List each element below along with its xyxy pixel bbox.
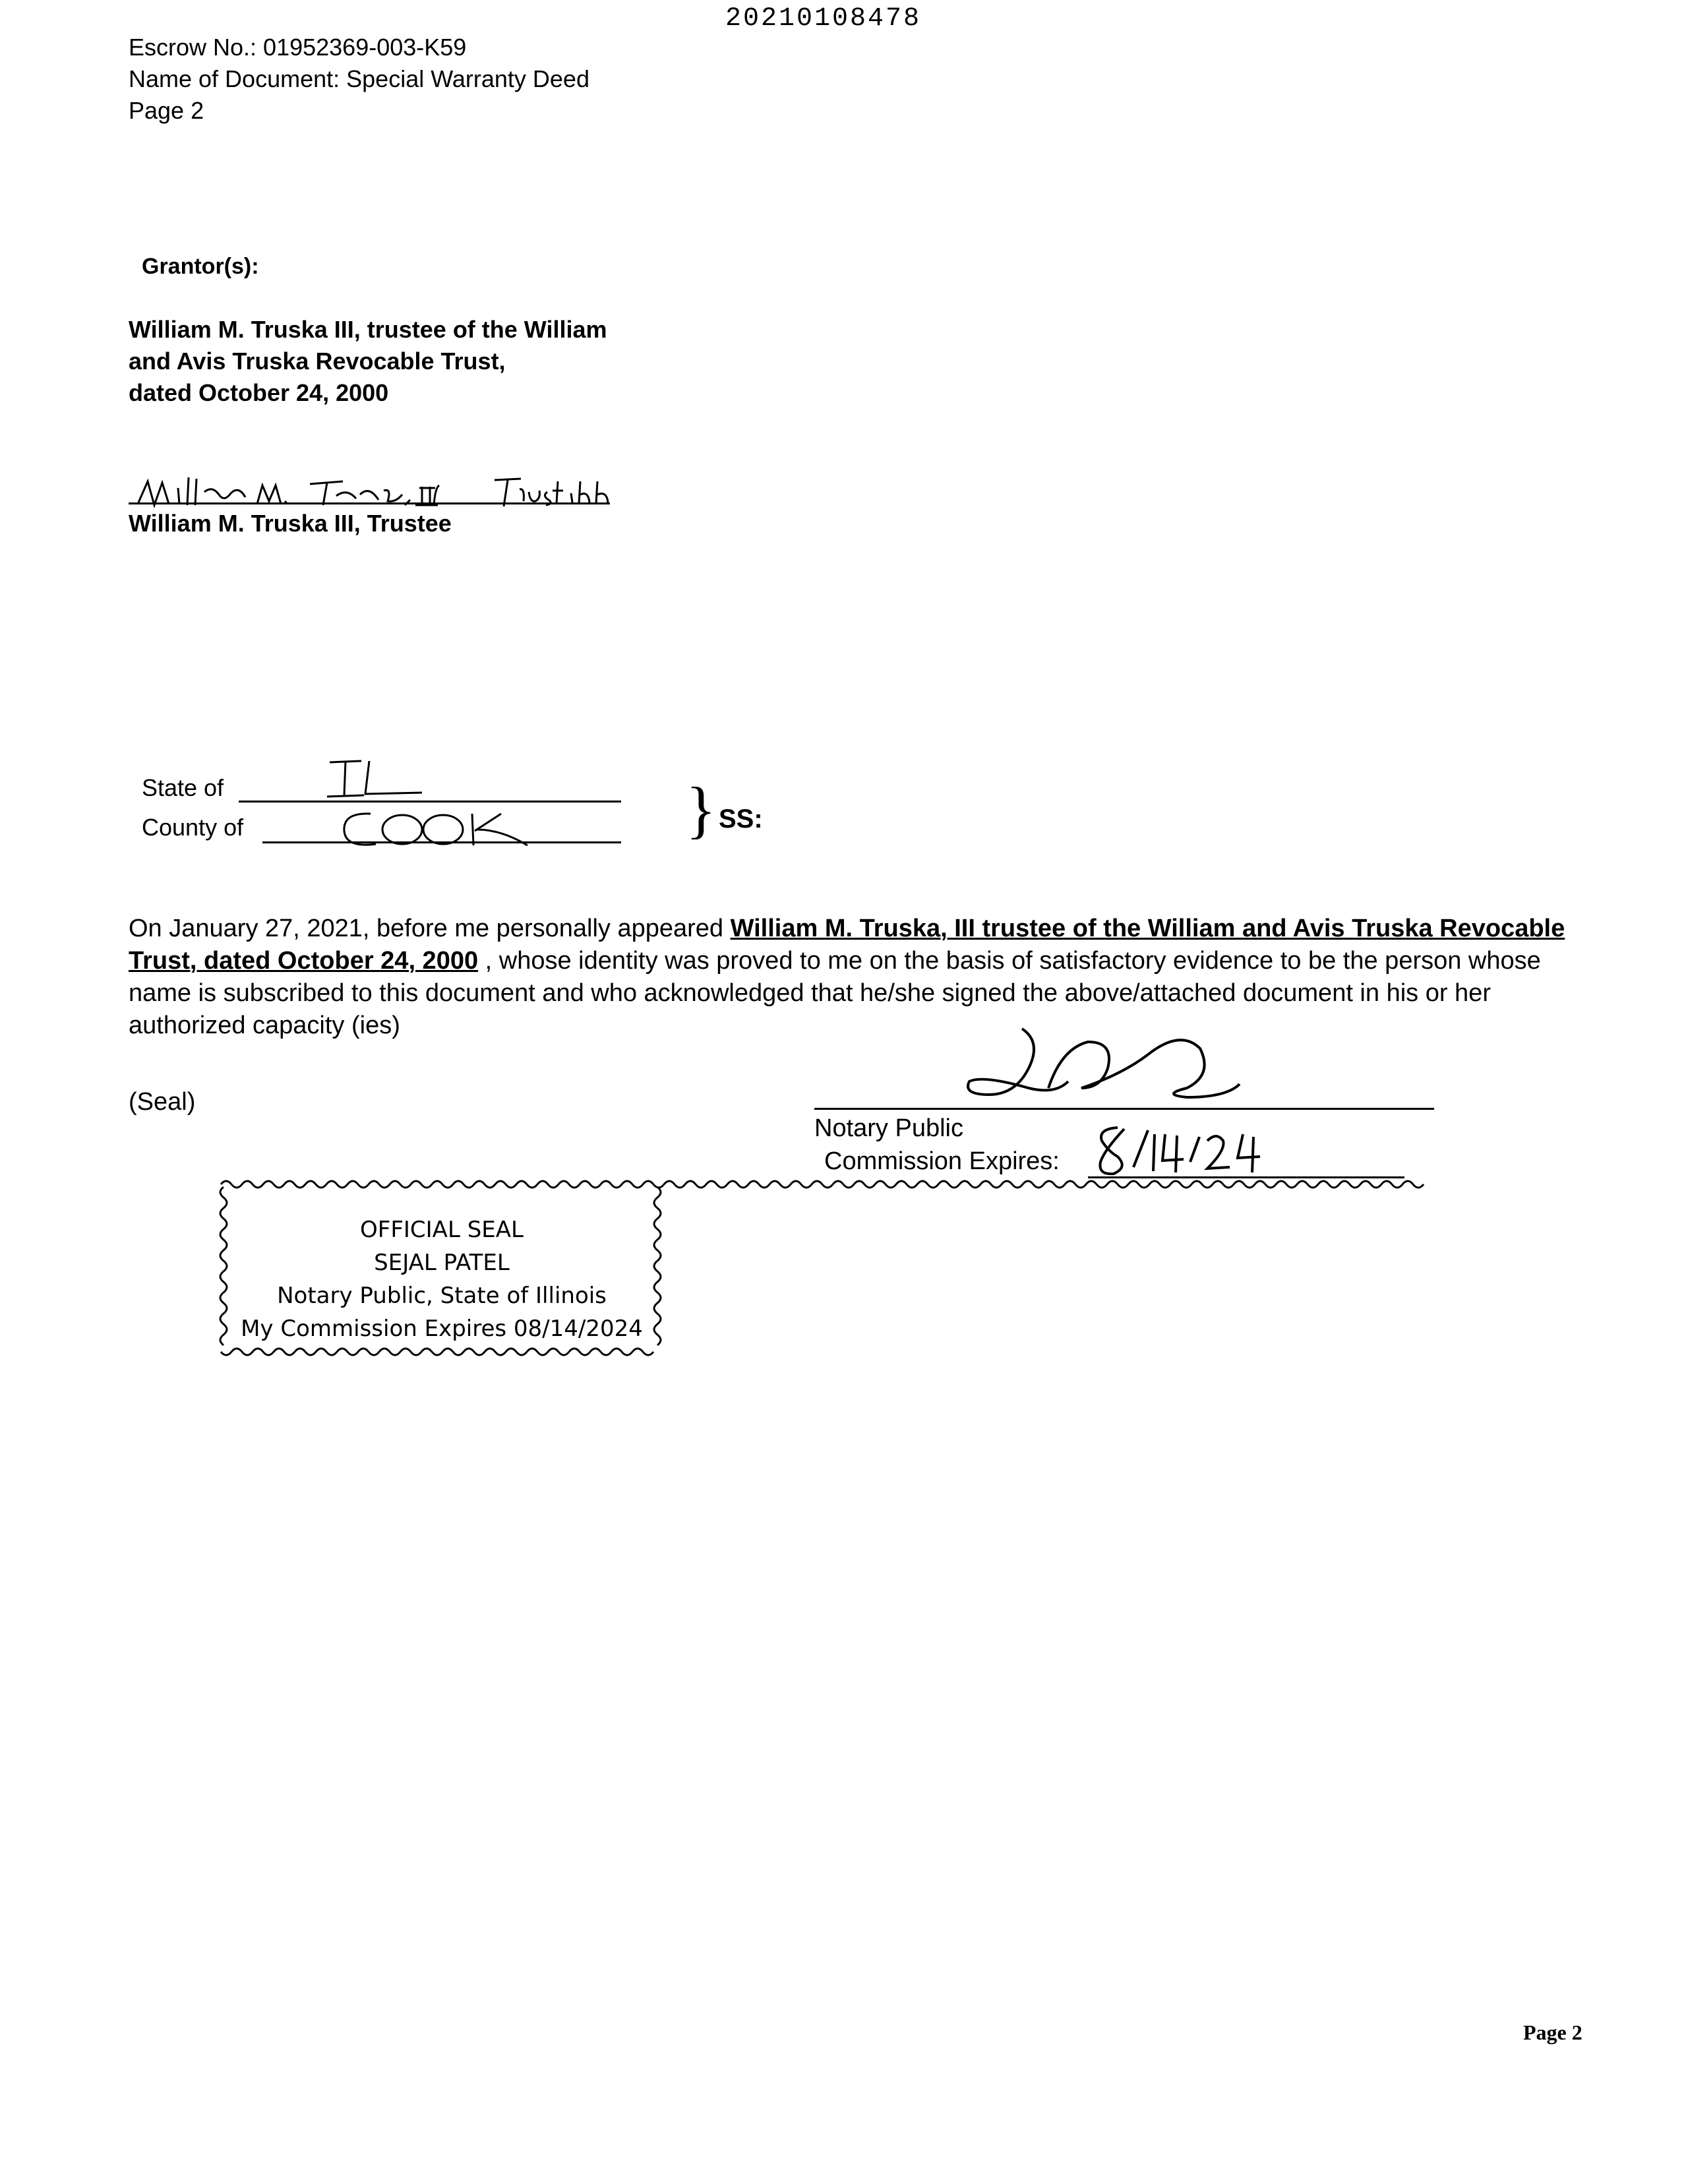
acknowledgment-paragraph <box>129 913 1586 1042</box>
stamp-line-3: Notary Public, State of Illinois <box>277 1283 607 1309</box>
state-label: State of <box>142 774 224 801</box>
stamp-line-1: OFFICIAL SEAL <box>360 1217 524 1243</box>
seal-label: (Seal) <box>129 1088 196 1116</box>
stamp-line-4: My Commission Expires 08/14/2024 <box>241 1316 643 1342</box>
appeared-name: William M. Truska, III trustee of the William and Avis Truska Revocable Trust, dated October 24, 2000 <box>129 915 1565 975</box>
county-value-handwritten <box>336 806 554 852</box>
stamp-line-2: SEJAL PATEL <box>374 1250 510 1276</box>
grantor-label: Grantor(s): <box>142 254 259 279</box>
trust-name-line-2: and Avis Truska Revocable Trust, <box>129 348 506 375</box>
county-label: County of <box>142 814 244 841</box>
document-name: Name of Document: Special Warranty Deed <box>129 65 589 92</box>
trust-name-line-1: William M. Truska III, trustee of the William <box>129 316 607 343</box>
notary-signature-line <box>814 1108 1434 1110</box>
commission-expires-label: Commission Expires: <box>824 1147 1060 1175</box>
acknowledgment-lead: On January 27, 2021, before me personally appeared <box>129 915 731 942</box>
state-value-handwritten <box>323 752 455 804</box>
escrow-number: Escrow No.: 01952369-003-K59 <box>129 34 467 61</box>
acknowledgment-body: , whose identity was proved to me on the basis of satisfactory evidence to be the person whose name is subscribed to this document and who acknowledged that he/she signed the above/attached document in his or her authorized capacity (ies) <box>129 947 1541 1039</box>
venue-brace: } <box>686 774 717 845</box>
document-number: 20210108478 <box>725 4 922 34</box>
grantor-signature-line <box>129 502 610 504</box>
grantor-signature-caption: William M. Truska III, Trustee <box>129 510 452 537</box>
notary-public-label: Notary Public <box>814 1114 963 1142</box>
trust-name-line-3: dated October 24, 2000 <box>129 379 389 406</box>
commission-date-handwritten <box>1091 1121 1289 1180</box>
notary-stamp <box>214 1174 669 1365</box>
notary-signature <box>950 1016 1319 1114</box>
ss-label: SS: <box>719 804 763 834</box>
header-page-number: Page 2 <box>129 97 204 124</box>
footer-page-number: Page 2 <box>1523 2020 1582 2044</box>
